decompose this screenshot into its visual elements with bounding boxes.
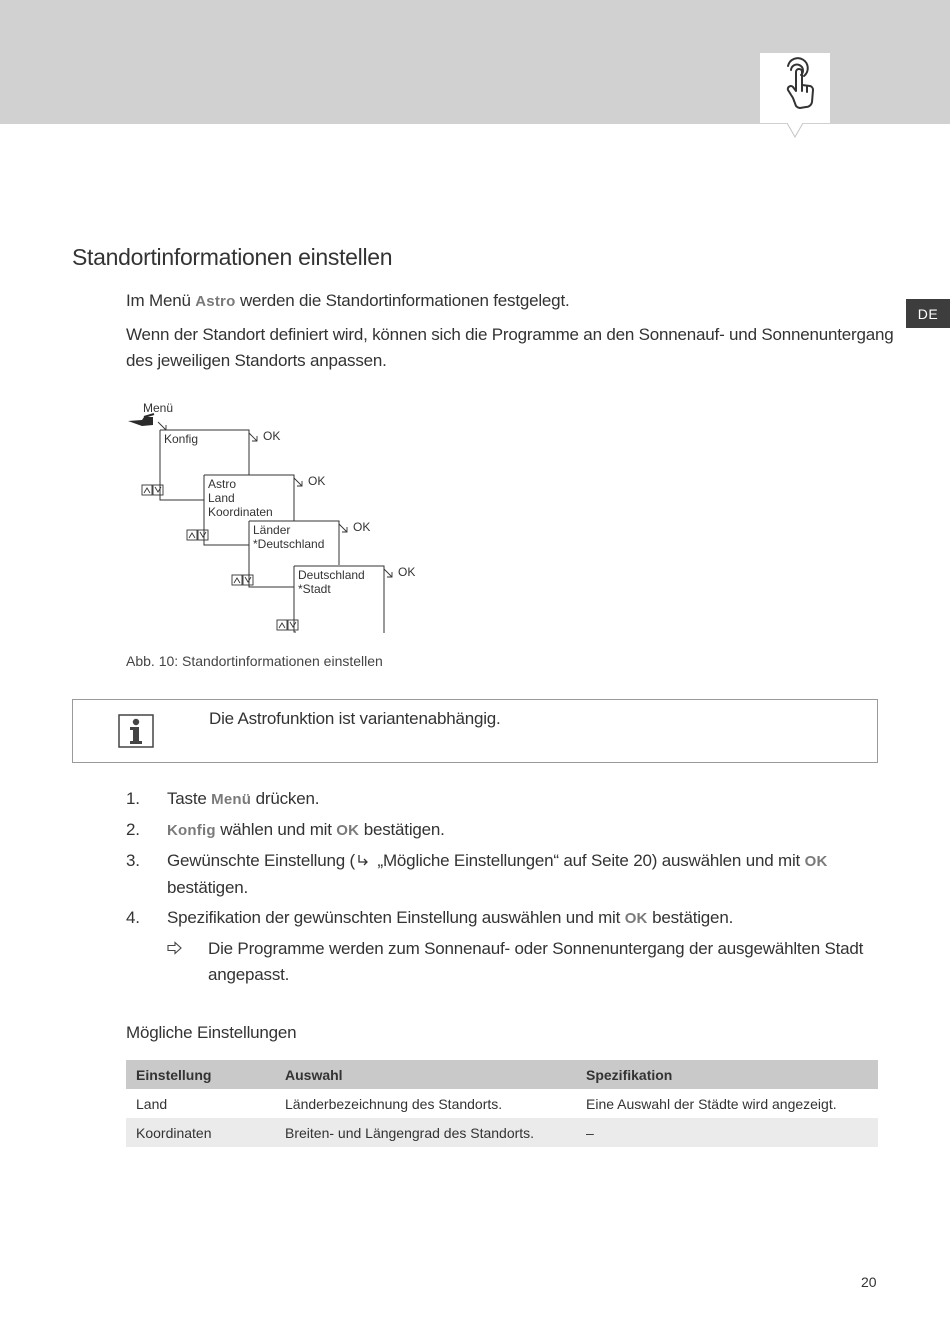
- step-1: 1. Taste Menü drücken.: [126, 786, 866, 813]
- column-header: Spezifikation: [576, 1060, 878, 1089]
- screen-deutschland-line: Deutschland: [298, 568, 365, 582]
- menu-label: Menü: [143, 401, 174, 415]
- info-icon: [118, 714, 154, 748]
- keyword-ok: OK: [624, 910, 648, 927]
- screen-laender-line: Länder: [253, 523, 291, 537]
- step-result: Die Programme werden zum Sonnenauf- oder Sonnenuntergang der ausgewählten Stadt angepasst.: [126, 936, 866, 988]
- screen-astro-line: Astro: [208, 477, 237, 491]
- screen-deutschland-selected: *Deutschland: [253, 537, 325, 551]
- touch-hand-icon: [760, 53, 830, 123]
- ok-label-3: OK: [353, 520, 371, 534]
- keyword-astro: Astro: [195, 293, 236, 310]
- cross-reference-icon: [357, 854, 371, 868]
- step-3: 3. Gewünschte Einstellung ( „Mögliche Einstellungen“ auf Seite 20) auswählen und mit OK bestätigen.: [126, 848, 866, 901]
- ok-label-2: OK: [308, 474, 326, 488]
- table-cell: Länderbezeichnung des Standorts.: [285, 1095, 503, 1112]
- step-number: 3.: [126, 851, 140, 870]
- settings-table: [126, 1060, 878, 1147]
- table-header-row: [126, 1060, 878, 1089]
- table-cell: Koordinaten: [126, 1118, 275, 1147]
- column-header: Einstellung: [126, 1060, 275, 1089]
- menu-navigation-diagram: [120, 395, 420, 640]
- table-cell: –: [576, 1118, 878, 1147]
- keyword-konfig: Konfig: [167, 822, 216, 839]
- screen-stadt-line: *Stadt: [298, 582, 331, 596]
- table-row: [126, 1118, 878, 1147]
- table-cell: Eine Auswahl der Städte wird angezeigt.: [586, 1095, 837, 1112]
- intro-paragraph-1: Im Menü Astro werden die Standortinformationen festgelegt.: [126, 291, 570, 310]
- table-row: [126, 1089, 878, 1118]
- menu-hand-icon: [128, 414, 154, 426]
- info-note-text: Die Astrofunktion ist variantenabhängig.: [209, 709, 501, 728]
- step-number: 1.: [126, 789, 140, 808]
- screen-land-line: Land: [208, 491, 235, 505]
- step-number: 2.: [126, 820, 140, 839]
- keyword-ok: OK: [336, 822, 360, 839]
- result-arrow-icon: [167, 941, 183, 955]
- screen-koordinaten-line: Koordinaten: [208, 505, 273, 519]
- intro-paragraph-2: Wenn der Standort definiert wird, können sich die Programme an den Sonnenauf- und Sonnenuntergang des jeweiligen Standorts anpassen.: [126, 325, 894, 370]
- column-header: Auswahl: [275, 1060, 576, 1089]
- step-number: 4.: [126, 908, 140, 927]
- keyword-menue: Menü: [211, 791, 252, 808]
- ok-label-1: OK: [263, 429, 281, 443]
- info-note: [72, 699, 878, 763]
- table-cell: Land: [136, 1095, 168, 1112]
- step-4: 4. Spezifikation der gewünschten Einstellung auswählen und mit OK bestätigen.: [126, 905, 866, 932]
- figure-caption: Abb. 10: Standortinformationen einstellen: [126, 653, 383, 669]
- language-tab: DE: [906, 299, 950, 328]
- instruction-steps: [126, 786, 866, 988]
- page-number: 20: [861, 1274, 877, 1290]
- touch-badge: [760, 53, 830, 123]
- ok-label-4: OK: [398, 565, 416, 579]
- table-cell: Breiten- und Längengrad des Standorts.: [275, 1118, 576, 1147]
- keyword-ok: OK: [804, 853, 828, 870]
- step-2: 2. Konfig wählen und mit OK bestätigen.: [126, 817, 866, 844]
- cross-reference-link[interactable]: „Mögliche Einstellungen“ auf Seite 20) auswählen und mit: [372, 851, 805, 870]
- settings-table-title: Mögliche Einstellungen: [126, 1023, 297, 1042]
- section-title: Standortinformationen einstellen: [72, 244, 393, 270]
- badge-pointer: [786, 123, 804, 139]
- screen-konfig: Konfig: [164, 432, 199, 446]
